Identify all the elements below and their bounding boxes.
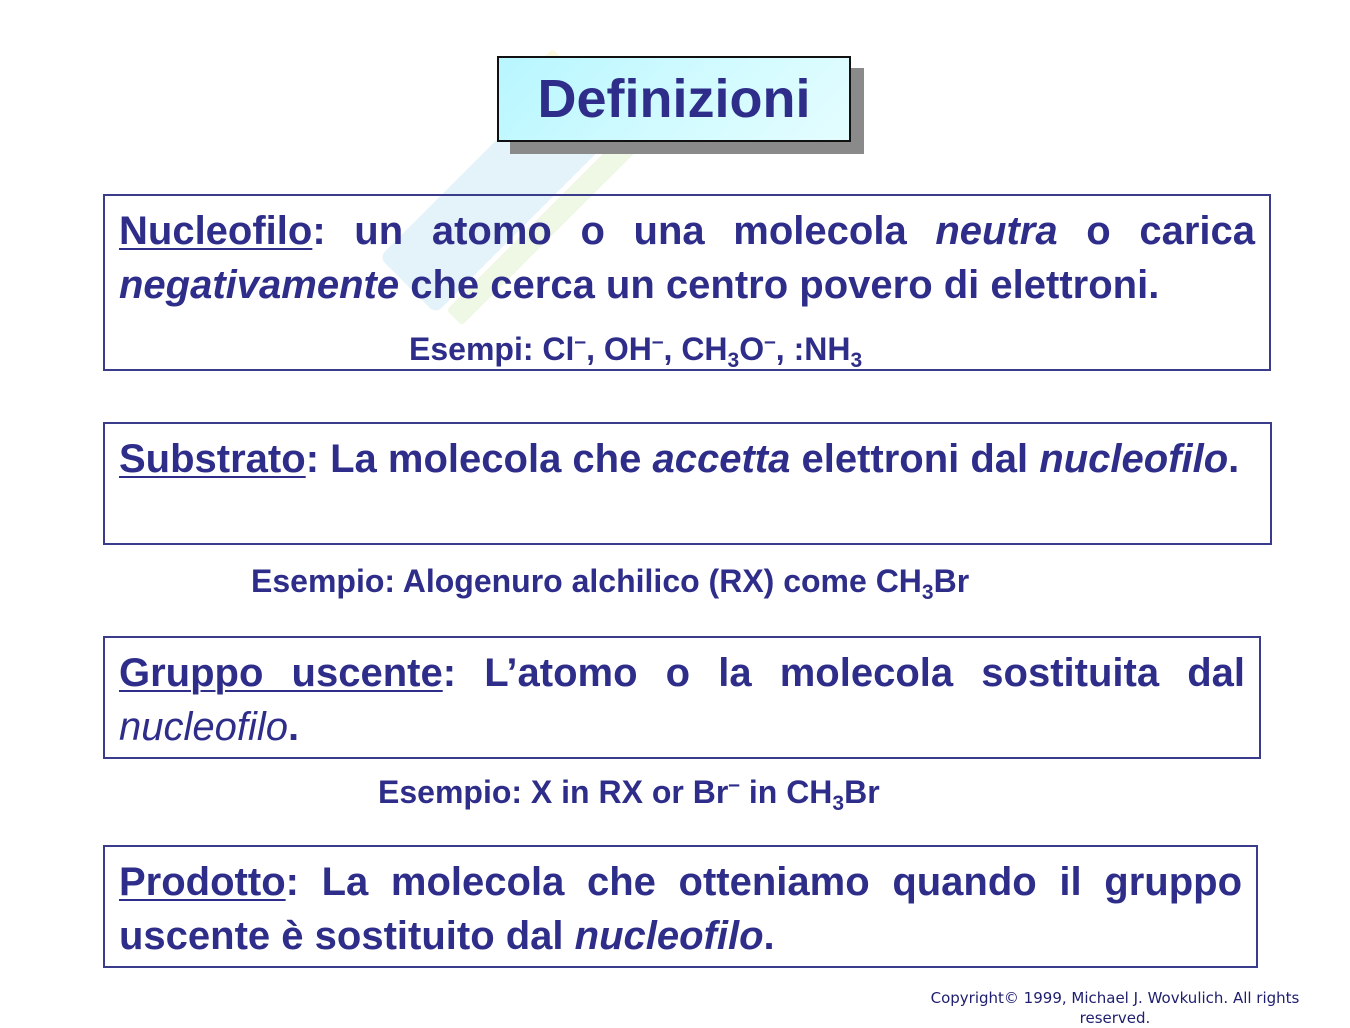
definition-gruppo-uscente xyxy=(103,636,1261,759)
definition-text: Prodotto: La molecola che otteniamo quando il gruppo uscente è sostituito dal nucleofilo. xyxy=(119,860,1242,958)
example-nucleofilo: Esempi: Cl–, OH–, $CH_3O^-$, $:NH_3$ xyxy=(409,330,863,372)
copyright-notice: Copyright© 1999, Michael J. Wovkulich. All rights reserved. xyxy=(930,989,1300,1027)
term-gruppo-uscente: Gruppo uscente xyxy=(119,651,443,695)
term-nucleofilo: Nucleofilo xyxy=(119,209,313,253)
title-box xyxy=(497,56,851,142)
definition-text: Gruppo uscente: L’atomo o la molecola sostituita dal nucleofilo. xyxy=(119,651,1245,749)
example-substrato: Esempio: Alogenuro alchilico (RX) come $CH_3Br$ xyxy=(251,563,970,604)
term-substrato: Substrato xyxy=(119,437,306,481)
page-title: Definizioni xyxy=(537,69,811,129)
definition-substrato xyxy=(103,422,1272,545)
definition-text: Nucleofilo: un atomo o una molecola neutra o carica negativamente che cerca un centro povero di elettroni. xyxy=(119,209,1255,307)
definition-prodotto xyxy=(103,845,1258,968)
definition-text: Substrato: La molecola che accetta elettroni dal nucleofilo. xyxy=(119,437,1240,481)
example-gruppo-uscente: Esempio: X in RX or Br– in $CH_3Br$ xyxy=(378,773,880,815)
term-prodotto: Prodotto xyxy=(119,860,286,904)
